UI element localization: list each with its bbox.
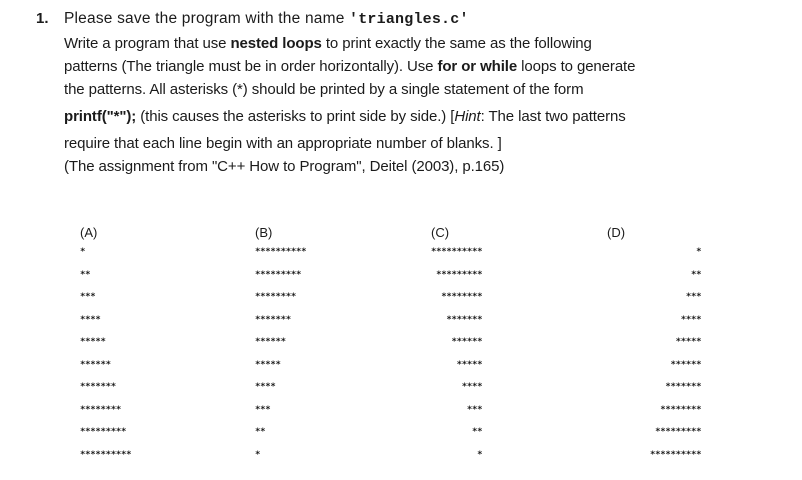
- pattern-a-row: *******: [80, 382, 116, 392]
- pattern-c-row: ***: [431, 404, 483, 415]
- pattern-b-row: *******: [255, 314, 291, 325]
- pattern-a-row: **********: [80, 449, 132, 460]
- instruction-line-2: patterns (The triangle must be in order horizontally). Use for or while loops to generate: [64, 58, 636, 75]
- pattern-b-row: ********: [255, 292, 296, 302]
- pattern-d-row: *********: [650, 427, 702, 437]
- pattern-b-row: **: [255, 427, 266, 437]
- program-filename: 'triangles.c': [349, 11, 469, 28]
- pattern-c-row: *********: [431, 269, 483, 280]
- pattern-a-row: ****: [80, 314, 101, 325]
- pattern-b-row: *********: [255, 269, 302, 280]
- instruction-line-3: the patterns. All asterisks (*) should be printed by a single statement of the form: [64, 81, 584, 98]
- pattern-b-row: ****: [255, 382, 276, 392]
- pattern-d-row: **: [650, 269, 702, 280]
- instruction-line-4: printf("*"); (this causes the asterisks to print side by side.) [Hint: The last two patterns: [64, 108, 626, 125]
- pattern-a-label: (A): [80, 225, 98, 240]
- pattern-a-row: *: [80, 247, 86, 257]
- pattern-a-row: ********: [80, 404, 121, 415]
- pattern-b-label: (B): [255, 225, 273, 240]
- pattern-a-row: ******: [80, 359, 111, 370]
- pattern-c-row: *****: [431, 359, 483, 370]
- pattern-d-row: **********: [650, 449, 702, 460]
- pattern-b-row: **********: [255, 247, 307, 257]
- pattern-c-row: ********: [431, 292, 483, 302]
- question-number: 1.: [36, 10, 49, 27]
- pattern-d-row: ***: [650, 292, 702, 302]
- pattern-c-label: (C): [431, 225, 450, 240]
- pattern-b-row: ******: [255, 337, 286, 347]
- pattern-d-row: ******: [650, 359, 702, 370]
- instruction-line-1: Write a program that use nested loops to print exactly the same as the following: [64, 35, 592, 52]
- pattern-a-row: *********: [80, 427, 127, 437]
- pattern-c-row: *: [431, 449, 483, 460]
- pattern-c-row: **********: [431, 247, 483, 257]
- pattern-c-row: ****: [431, 382, 483, 392]
- pattern-b-row: ***: [255, 404, 271, 415]
- pattern-a-row: **: [80, 269, 91, 280]
- instruction-line-5: require that each line begin with an appropriate number of blanks. ]: [64, 135, 502, 152]
- pattern-c-row: ******: [431, 337, 483, 347]
- pattern-d-row: *: [650, 247, 702, 257]
- pattern-d-label: (D): [607, 225, 626, 240]
- asterisk-patterns: [0, 225, 802, 475]
- pattern-b-row: *****: [255, 359, 281, 370]
- pattern-a-row: ***: [80, 292, 96, 302]
- pattern-c-row: **: [431, 427, 483, 437]
- pattern-d-row: *****: [650, 337, 702, 347]
- title-prefix: Please save the program with the name: [64, 10, 350, 27]
- pattern-d-row: ****: [650, 314, 702, 325]
- assignment-source-line: (The assignment from "C++ How to Program", Deitel (2003), p.165): [64, 158, 505, 175]
- pattern-d-row: *******: [650, 382, 702, 392]
- pattern-c-row: *******: [431, 314, 483, 325]
- pattern-d-row: ********: [650, 404, 702, 415]
- pattern-b-row: *: [255, 449, 261, 460]
- pattern-a-row: *****: [80, 337, 106, 347]
- question-title: [64, 10, 469, 28]
